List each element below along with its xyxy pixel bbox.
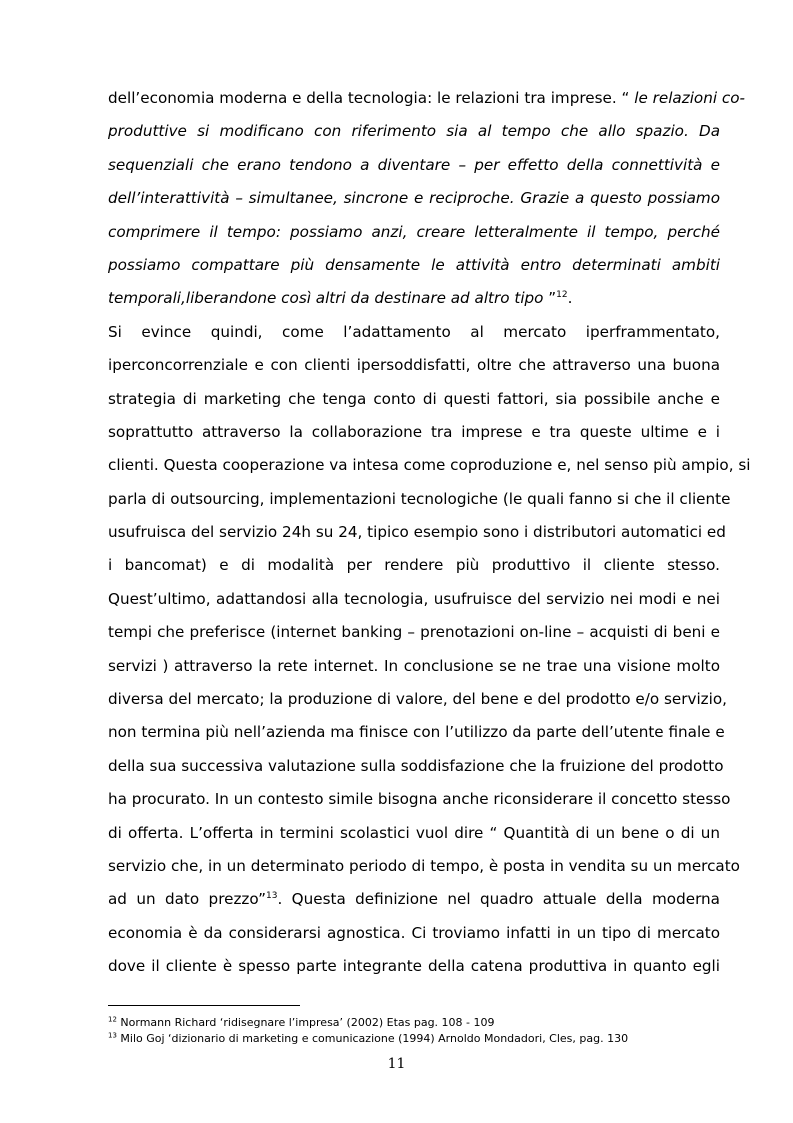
text-segment: della sua successiva valutazione sulla soddisfazione che la fruizione del prodotto [108,756,724,775]
text-line [108,383,720,416]
text-line [108,650,720,683]
text-line [108,850,740,883]
text-line [108,416,720,449]
text-segment: ” [548,289,557,308]
text-segment: Si evince quindi, come l’adattamento al mercato iperframmentato, [108,322,720,341]
text-line [108,216,720,249]
footnotes [108,1015,728,1047]
text-line [108,616,720,649]
text-segment: servizio che, in un determinato periodo di tempo, è posta in vendita su un mercato [108,856,740,875]
footnote-13 [108,1031,728,1047]
text-segment: produttive si modificano con riferimento sia al tempo che allo spazio. Da [108,122,720,141]
text-segment: iperconcorrenziale e con clienti ipersoddisfatti, oltre che attraverso una buona [108,356,720,375]
text-line [108,449,751,482]
text-segment: comprimere il tempo: possiamo anzi, creare letteralmente il tempo, perché [108,222,720,241]
footnote-text: Normann Richard ‘ridisegnare l’impresa’ (2002) Etas pag. 108 - 109 [116,1016,495,1029]
text-line [108,917,720,950]
text-line [108,883,720,916]
text-line [108,750,724,783]
text-segment: parla di outsourcing, implementazioni tecnologiche (le quali fanno si che il cliente [108,489,731,508]
text-line [108,349,720,382]
text-segment: . [567,289,573,308]
text-segment: le relazioni co- [634,89,746,107]
text-segment: dell’economia moderna e della tecnologia: le relazioni tra imprese. “ [108,89,635,107]
footnote-text: Milo Goj ‘dizionario di marketing e comunicazione (1994) Arnoldo Mondadori, Cles, pag. 130 [116,1032,629,1045]
text-segment: possiamo compattare più densamente le attività entro determinati ambiti [108,255,720,274]
text-segment: soprattutto attraverso la collaborazione tra imprese e tra queste ultime e i [108,422,720,441]
text-segment: usufruisca del servizio 24h su 24, tipico esempio sono i distributori automatici ed [108,523,726,542]
text-segment: ha procurato. In un contesto simile bisogna anche riconsiderare il concetto stesso [108,790,731,809]
text-segment: dove il cliente è spesso parte integrante della catena produttiva in quanto egli [108,957,720,976]
text-line [108,82,746,115]
text-line [108,516,726,549]
text-line [108,316,720,349]
footnote-separator [108,1005,300,1006]
text-segment: ad un dato prezzo” [108,890,267,909]
text-segment: sequenziali che erano tendono a diventare – per effetto della connettività e [108,155,720,174]
text-segment: economia è da considerarsi agnostica. Ci troviamo infatti in un tipo di mercato [108,923,720,942]
text-segment: . Questa definizione nel quadro attuale della moderna [277,890,720,909]
text-segment: i bancomat) e di modalità per rendere più produttivo il cliente stesso. [108,556,720,575]
text-segment: Quest’ultimo, adattandosi alla tecnologia, usufruisce del servizio nei modi e nei [108,589,720,608]
text-line [108,783,731,816]
text-line [108,549,720,582]
text-segment: strategia di marketing che tenga conto di questi fattori, sia possibile anche e [108,389,720,408]
text-line [108,249,720,282]
text-line [108,149,720,182]
text-segment: clienti. Questa cooperazione va intesa come coproduzione e, nel senso più ampio, si [108,456,751,475]
text-line [108,683,727,716]
footnote-number: 13 [108,1031,117,1040]
page-number: 11 [387,1056,406,1072]
text-line [108,583,720,616]
text-line [108,950,720,983]
text-line [108,282,720,315]
footnote-reference: 12 [556,290,568,301]
text-segment: tempi che preferisce (internet banking – prenotazioni on-line – acquisti di beni e [108,623,720,642]
footnote-number: 12 [108,1015,117,1024]
text-segment: di offerta. L’offerta in termini scolastici vuol dire “ Quantità di un bene o di un [108,823,720,842]
text-line [108,483,731,516]
text-segment: temporali,liberandone così altri da destinare ad altro tipo [108,289,549,308]
text-line [108,716,725,749]
text-segment: diversa del mercato; la produzione di valore, del bene e del prodotto e/o servizio, [108,690,727,709]
text-segment: servizi ) attraverso la rete internet. In conclusione se ne trae una visione molto [108,656,720,675]
text-line [108,115,720,148]
footnote-reference: 13 [266,891,278,902]
text-line [108,182,720,215]
footnote-12 [108,1015,728,1031]
text-segment: non termina più nell’azienda ma finisce con l’utilizzo da parte dell’utente finale e [108,723,725,742]
body-paragraphs [108,82,751,984]
text-line [108,817,720,850]
text-segment: dell’interattività – simultanee, sincrone e reciproche. Grazie a questo possiamo [108,189,720,208]
